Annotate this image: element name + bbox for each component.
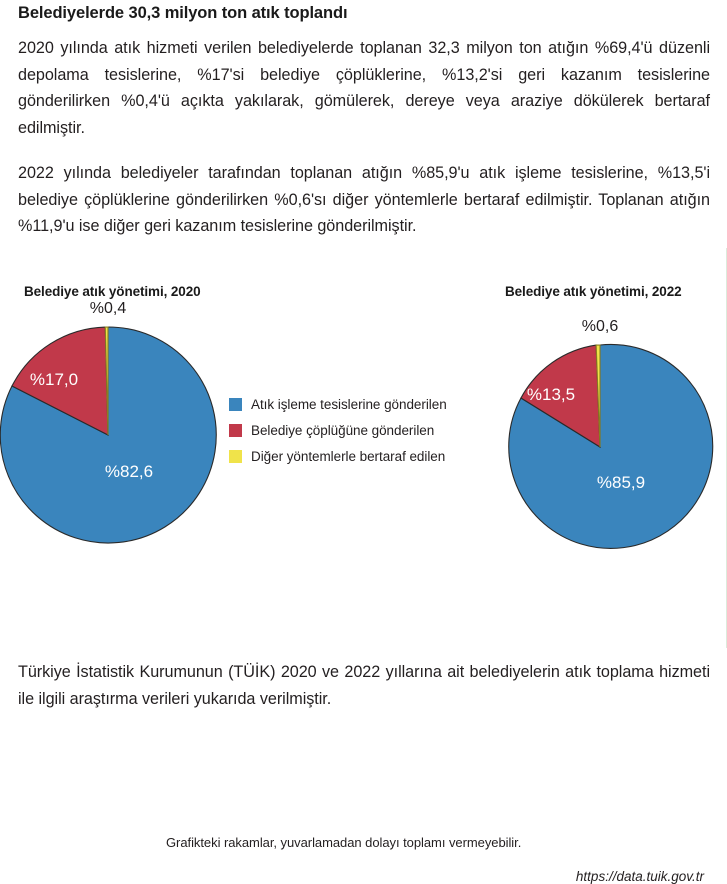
pie-label-red-2020: %17,0	[29, 370, 79, 389]
chart-title-2022: Belediye atık yönetimi, 2022	[505, 284, 682, 299]
legend-item-coplugune	[229, 417, 447, 443]
pie-2022-svg	[493, 318, 707, 554]
pie-label-blue-2022: %85,9	[596, 473, 646, 492]
pie-chart-2022	[493, 318, 707, 554]
legend-item-diger-yontemler	[229, 443, 447, 469]
legend-swatch-blue	[229, 398, 242, 411]
chart-footnote: Grafikteki rakamlar, yuvarlamadan dolayı toplamı vermeyebilir.	[166, 835, 522, 850]
chart-title-2020: Belediye atık yönetimi, 2020	[24, 284, 201, 299]
legend-label-red: Belediye çöplüğüne gönderilen	[251, 422, 435, 438]
paragraph-2022: 2022 yılında belediyeler tarafından toplanan atığın %85,9'u atık işleme tesislerine, %13,5'i belediye çöplüklerine gönderilirken %0,6'sı diğer yöntemlerle bertaraf edilmiştir. Toplanan atığın %11,9'u ise diğer geri kazanım tesislerine gönderilmiştir.	[18, 164, 710, 235]
pie-label-red-2022: %13,5	[526, 385, 576, 404]
legend-swatch-red	[229, 424, 242, 437]
legend-swatch-yellow	[229, 450, 242, 463]
legend-item-atik-isleme	[229, 391, 447, 417]
paragraph-2020: 2020 yılında atık hizmeti verilen belediyelerde toplanan 32,3 milyon ton atığın %69,4'ü düzenli depolama tesislerine, %17'si belediye çöplüklerine, %13,2'si geri kazanım tesislerine gönderilirken %0,4'ü açıkta yakılarak, gömülerek, dereye veya araziye dökülerek bertaraf edilmiştir.	[18, 39, 710, 137]
pie-label-yellow-2020: %0,4	[89, 300, 127, 317]
chart-legend	[229, 391, 447, 469]
pie-label-yellow-2022: %0,6	[581, 318, 619, 335]
pie-2020-svg	[0, 300, 220, 547]
paragraph-summary: Türkiye İstatistik Kurumunun (TÜİK) 2020 ve 2022 yıllarına ait belediyelerin atık toplama hizmeti ile ilgili araştırma verileri yukarıda verilmiştir.	[18, 663, 710, 708]
pie-chart-2020	[0, 300, 220, 547]
pie-label-blue-2020: %82,6	[104, 462, 154, 481]
legend-label-yellow: Diğer yöntemlerle bertaraf edilen	[251, 448, 446, 464]
page-title: Belediyelerde 30,3 milyon ton atık toplandı	[18, 4, 348, 22]
source-url: https://data.tuik.gov.tr	[575, 869, 704, 884]
legend-label-blue: Atık işleme tesislerine gönderilen	[251, 396, 447, 412]
